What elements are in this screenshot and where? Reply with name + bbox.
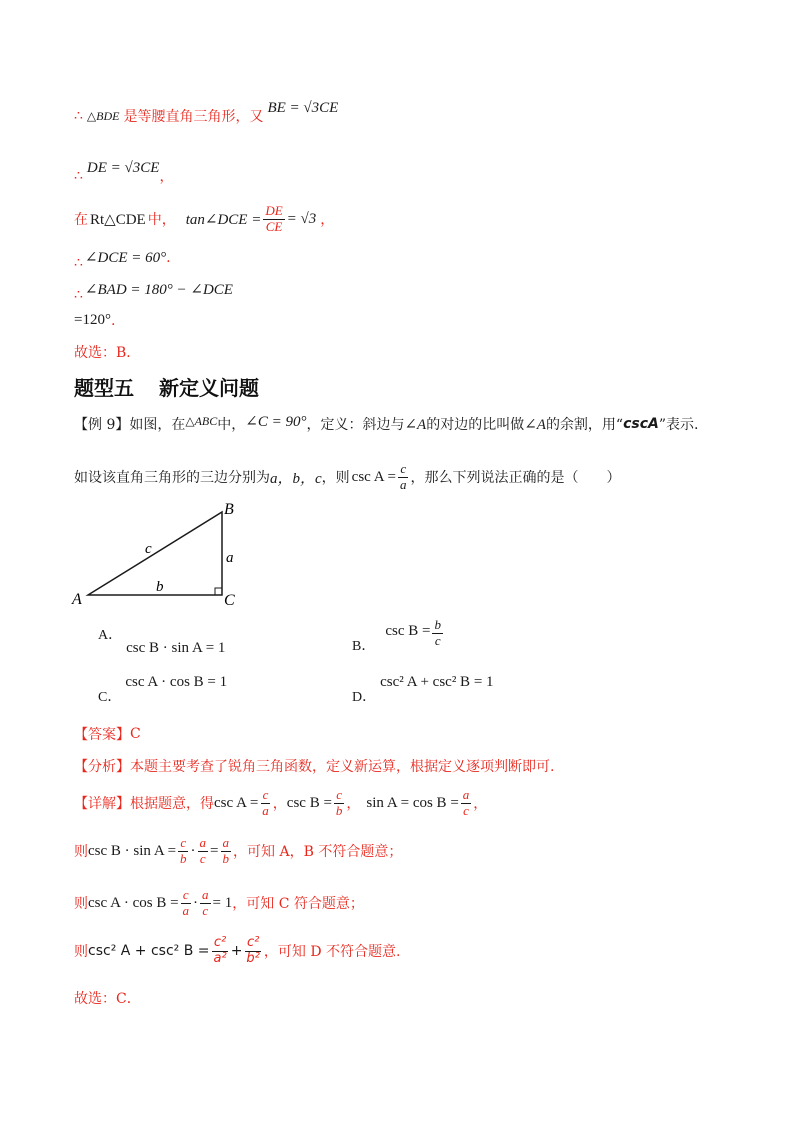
fraction-denominator: b: [335, 802, 343, 818]
option-b-label: B．: [352, 639, 376, 655]
proof-text: 中，: [147, 212, 176, 229]
angle-bad: ∠BAD = 180° − ∠DCE: [84, 282, 233, 298]
example-text: ，定义：斜边与: [306, 417, 405, 433]
angle-a: ∠A: [404, 416, 427, 433]
therefore-symbol: ∴: [74, 286, 83, 303]
question-text: 如设该直角三角形的三边分别为: [74, 470, 270, 487]
therefore-symbol: ∴: [74, 108, 83, 124]
fraction: [461, 788, 472, 819]
example-tag: 【例 9】: [74, 417, 130, 433]
step-3-text: ，可知 D 不符合题意.: [263, 944, 401, 961]
proof-line-5: [74, 280, 233, 303]
csc-a-def: csc A =: [351, 468, 396, 485]
section-heading-title: 新定义问题: [158, 376, 259, 400]
answer-value: C: [130, 726, 141, 742]
punct: .: [110, 312, 116, 329]
fraction-b-c: [432, 618, 443, 649]
plus-sign: +: [230, 943, 243, 960]
fraction-numerator: a: [202, 887, 209, 902]
step-2-math: csc A · cos B =: [88, 894, 179, 911]
fraction: [334, 788, 345, 819]
de-equation: DE = √3CE: [86, 159, 160, 176]
equals-sign: =: [210, 842, 219, 859]
punct: ，: [320, 212, 335, 229]
step-prefix: 则: [74, 844, 88, 861]
vertex-b-label: B: [224, 501, 234, 518]
vertex-c-label: C: [224, 592, 235, 609]
vertex-a-label: A: [72, 591, 82, 608]
triangle-outline: [88, 512, 222, 595]
detail-csc-b: csc B =: [286, 794, 332, 811]
answer-line: [74, 724, 141, 744]
detail-line: [74, 788, 487, 819]
example-statement: [74, 414, 698, 434]
question-text: ，那么下列说法正确的是（ ）: [410, 470, 621, 487]
angle-c-90: ∠C = 90°: [245, 413, 307, 430]
option-d[interactable]: [352, 673, 494, 705]
step-2-text: ，可知 C 符合题意；: [232, 896, 364, 913]
example-text: 中，: [217, 417, 246, 433]
analysis-text: 本题主要考查了锐角三角函数，定义新运算，根据定义逐项判断即可.: [130, 759, 555, 775]
option-d-math: csc² A + csc² B = 1: [380, 673, 494, 690]
detail-tag: 【详解】: [74, 796, 130, 813]
example-text: 的余割，用“: [545, 417, 624, 433]
side-variables: a，b，c: [270, 470, 322, 487]
fraction: [212, 936, 229, 967]
proof-text: 在: [74, 212, 88, 229]
section-heading-type: 题型五: [74, 376, 134, 400]
question-text: ，则: [321, 470, 350, 487]
answer-tag: 【答案】: [74, 727, 130, 743]
fraction-denominator: b²: [246, 950, 260, 966]
step-1-math: csc B · sin A =: [88, 842, 177, 859]
fraction-numerator: a: [462, 787, 470, 802]
punct: ，: [159, 169, 174, 185]
angle-dce-60: ∠DCE = 60°: [84, 250, 167, 266]
fraction-numerator: c²: [213, 935, 227, 950]
punct: ，: [473, 796, 488, 813]
fraction: [198, 836, 209, 867]
fraction-denominator: a: [399, 476, 407, 492]
step-prefix: 则: [74, 944, 88, 961]
step-1: [74, 836, 402, 867]
step-prefix: 则: [74, 896, 88, 913]
step-3-math: csc² A + csc² B =: [88, 943, 210, 960]
be-equation: BE = √3CE: [267, 99, 339, 116]
fraction-denominator: a: [262, 802, 269, 818]
option-b[interactable]: [352, 617, 445, 655]
fraction-numerator: c: [180, 835, 187, 850]
fraction-numerator: DE: [265, 203, 283, 218]
example-text: 如图，在: [129, 417, 186, 433]
side-a-label: a: [226, 550, 234, 566]
fraction-numerator: b: [434, 617, 441, 632]
csca-notation: cscA: [623, 416, 659, 432]
side-c-label: c: [145, 541, 152, 557]
triangle-bde: △BDE: [86, 108, 120, 123]
step-1-text: ，可知 A，B 不符合题意；: [233, 844, 403, 861]
analysis-line: [74, 756, 554, 776]
option-c[interactable]: [98, 673, 228, 705]
option-c-label: C．: [98, 690, 122, 705]
fraction-numerator: a: [199, 835, 207, 850]
triangle-bde-label: BDE: [96, 108, 120, 123]
therefore-symbol: ∴: [74, 168, 83, 184]
option-d-label: D．: [352, 690, 377, 705]
fraction-denominator: c: [434, 632, 441, 648]
punct: ，: [346, 796, 361, 813]
example-text: ”表示.: [658, 417, 699, 433]
fraction: [181, 888, 192, 919]
punct: .: [166, 249, 171, 266]
proof-line-6: [74, 312, 115, 329]
option-a-math: csc B · sin A = 1: [126, 639, 226, 656]
proof-text: 是等腰直角三角形，又: [123, 109, 264, 125]
fraction-denominator: b: [222, 850, 230, 866]
fraction-numerator: c: [182, 887, 189, 902]
step-2: [74, 888, 364, 919]
right-angle-mark: [215, 588, 222, 595]
fraction-denominator: c: [199, 850, 206, 866]
side-b-label: b: [156, 579, 164, 595]
tan-dce: tan∠DCE =: [185, 211, 262, 228]
step-3: [74, 936, 400, 967]
fraction: [244, 936, 261, 967]
analysis-tag: 【分析】: [74, 759, 130, 775]
proof-line-1: [74, 99, 339, 126]
proof-answer: 故选：B．: [74, 345, 141, 361]
fraction-numerator: c: [262, 787, 269, 802]
option-a[interactable]: [98, 628, 226, 656]
sqrt-three: = √3: [286, 210, 317, 227]
punct: ，: [272, 796, 287, 813]
value-120: =120°: [74, 312, 111, 328]
option-c-math: csc A · cos B = 1: [125, 673, 228, 690]
fraction-numerator: c: [400, 461, 407, 476]
final-answer: 故选：C．: [74, 991, 141, 1007]
fraction: [221, 836, 232, 867]
fraction: [200, 888, 211, 919]
fraction-denominator: a²: [213, 950, 227, 966]
example-text: 的对边的比叫做: [426, 417, 525, 433]
proof-line-3: [74, 204, 334, 235]
fraction: [178, 836, 189, 867]
fraction-numerator: c²: [246, 935, 260, 950]
detail-text: 根据题意，得: [130, 796, 214, 813]
multiply-dot: ·: [190, 842, 196, 859]
multiply-dot: ·: [193, 894, 199, 911]
proof-line-2: [74, 158, 174, 185]
example-question: [74, 462, 620, 493]
fraction-de-ce: [263, 204, 284, 235]
fraction-denominator: c: [202, 902, 209, 918]
therefore-symbol: ∴: [74, 254, 83, 271]
section-heading: [74, 372, 277, 401]
option-a-label: A．: [98, 628, 123, 643]
step-2-eq: = 1: [212, 894, 233, 911]
option-b-math: csc B =: [385, 622, 431, 639]
detail-csc-a: csc A =: [214, 794, 259, 811]
fraction-c-a: [398, 462, 409, 493]
fraction-denominator: b: [180, 850, 187, 866]
proof-line-4: [74, 248, 171, 271]
fraction-numerator: c: [336, 787, 343, 802]
triangle-abc: △ABC: [185, 413, 218, 428]
fraction-denominator: c: [463, 802, 469, 818]
fraction-numerator: a: [222, 835, 230, 850]
angle-a: ∠A: [524, 416, 546, 433]
fraction-denominator: CE: [265, 218, 283, 234]
fraction-denominator: a: [182, 902, 190, 918]
fraction: [260, 788, 271, 819]
rt-triangle-cde: Rt△CDE: [90, 211, 146, 228]
detail-sin-cos: sin A = cos B =: [366, 794, 459, 811]
right-triangle-figure: [68, 500, 248, 612]
